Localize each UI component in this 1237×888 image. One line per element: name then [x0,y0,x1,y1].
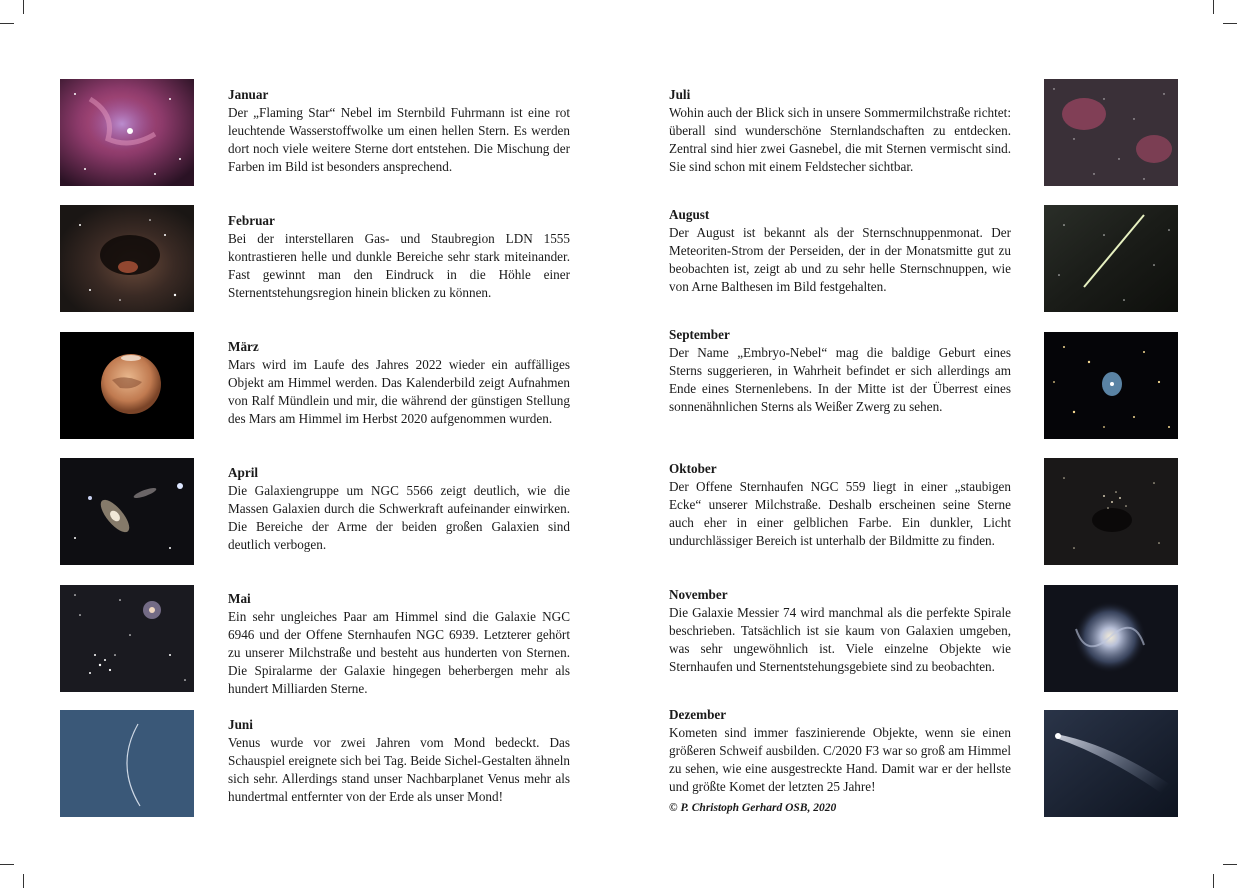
month-description: Kometen sind immer faszinierende Objekte, wenn sie einen größeren Schweif ausbilden. C/2020 F3 war so groß am Himmel zu sehen, wie eine ausgestreckte Hand. Damit war er der hellste und größte Komet der letzten 25 Jahre! [669,725,1011,794]
december-comet-image [1044,710,1178,817]
month-entry-juni [228,716,570,806]
june-venus-moon-image [60,710,194,817]
october-ngc-559-image [1044,458,1178,565]
crop-mark [23,874,24,888]
month-description: Wohin auch der Blick sich in unsere Sommermilchstraße richtet: überall sind wunderschöne Sternlandschaften zu entdecken. Zentral sind hier zwei Gasnebel, die mit Sternen vermischt sind. Sie sind schon mit einem Feldstecher sichtbar. [669,105,1011,174]
crop-mark [1213,874,1214,888]
august-perseid-meteor-image [1044,205,1178,312]
crop-mark [0,864,14,865]
april-ngc-5566-image [60,458,194,565]
crop-mark [1213,0,1214,14]
may-ngc-6946-image [60,585,194,692]
month-title: Juli [669,87,691,102]
month-title: Januar [228,87,269,102]
month-title: Dezember [669,707,727,722]
january-flaming-star-nebula-image [60,79,194,186]
month-entry-november [669,586,1011,676]
month-description: Der Offene Sternhaufen NGC 559 liegt in einer „staubigen Ecke“ unserer Milchstraße. Deshalb erscheinen seine Sterne auch eher in einer gelblichen Farbe. Ein dunkler, Licht undurchlässiger Bereich ist unterhalb der Bildmitte zu finden. [669,479,1011,548]
month-title: Juni [228,717,253,732]
month-title: Oktober [669,461,717,476]
month-description: Die Galaxie Messier 74 wird manchmal als die perfekte Spirale beschrieben. Tatsächlich ist sie kaum von Galaxien umgeben, was sehr ungewöhnlich ist. Viele einzelne Objekte wie Sternhaufen und Sternentstehungsgebiete sind zu beobachten. [669,605,1011,674]
month-entry-februar [228,212,570,302]
month-entry-juli [669,86,1011,176]
month-title: Mai [228,591,251,606]
month-entry-maerz [228,338,570,428]
month-description: Venus wurde vor zwei Jahren vom Mond bedeckt. Das Schauspiel ereignete sich bei Tag. Beide Sichel-Gestalten ähneln sich sehr. Allerdings stand unser Nachbarplanet Venus mehr als hundertmal entfernter von der Erde als unser Mond! [228,735,570,804]
crop-mark [1223,23,1237,24]
month-description: Der August ist bekannt als der Sternschnuppenmonat. Der Meteoriten-Strom der Perseiden, der in der Monatsmitte gut zu beobachten ist, zeigt ab und zu sehr helle Sternschnuppen, wie von Arne Balthesen im Bild festgehalten. [669,225,1011,294]
july-milky-way-image [1044,79,1178,186]
copyright-notice: © P. Christoph Gerhard OSB, 2020 [669,802,837,814]
month-entry-dezember [669,706,1011,796]
month-entry-september [669,326,1011,416]
month-description: Der „Flaming Star“ Nebel im Sternbild Fuhrmann ist eine rot leuchtende Wasserstoffwolke um einen hellen Stern. Es werden dort noch viele weitere Sterne dort entstehen. Die Mischung der Farben im Bild ist besonders ansprechend. [228,105,570,174]
month-title: April [228,465,259,480]
month-title: August [669,207,710,222]
month-title: September [669,327,730,342]
month-description: Der Name „Embryo-Nebel“ mag die baldige Geburt eines Sterns suggerieren, in Wahrheit befindet er sich allerdings am Ende eines Sternenlebens. In der Mitte ist der Überrest eines sonnenähnlichen Sterns als Weißer Zwerg zu sehen. [669,345,1011,414]
month-entry-april [228,464,570,554]
month-title: November [669,587,728,602]
month-entry-oktober [669,460,1011,550]
february-ldn-1555-image [60,205,194,312]
month-title: Februar [228,213,275,228]
crop-mark [0,23,14,24]
month-description: Mars wird im Laufe des Jahres 2022 wieder ein auffälliges Objekt am Himmel werden. Das Kalenderbild zeigt Aufnahmen von Ralf Mündlein und mir, die während der günstigen Stellung des Mars am Himmel im Herbst 2020 aufgenommen wurden. [228,357,570,426]
november-messier-74-image [1044,585,1178,692]
month-entry-mai [228,590,570,698]
september-embryo-nebula-image [1044,332,1178,439]
crop-mark [23,0,24,14]
month-entry-august [669,206,1011,296]
month-description: Die Galaxiengruppe um NGC 5566 zeigt deutlich, wie die Massen Galaxien durch die Schwerkraft aufeinander einwirken. Die Bereiche der Arme der beiden großen Galaxien sind deutlich verbogen. [228,483,570,552]
march-mars-image [60,332,194,439]
month-description: Ein sehr ungleiches Paar am Himmel sind die Galaxie NGC 6946 und der Offene Sternhaufen NGC 6939. Letzterer gehört zu unserer Milchstraße und besteht aus hunderten von Sternen. Die Spiralarme der Galaxie hingegen beherbergen mehr als hundert Milliarden Sterne. [228,609,570,696]
month-title: März [228,339,259,354]
month-description: Bei der interstellaren Gas- und Staubregion LDN 1555 kontrastieren helle und dunkle Bereiche sehr stark miteinander. Fast gewinnt man den Eindruck in die Höhle einer Sternentstehungsregion hinein blicken zu können. [228,231,570,300]
crop-mark [1223,864,1237,865]
month-entry-januar [228,86,570,176]
